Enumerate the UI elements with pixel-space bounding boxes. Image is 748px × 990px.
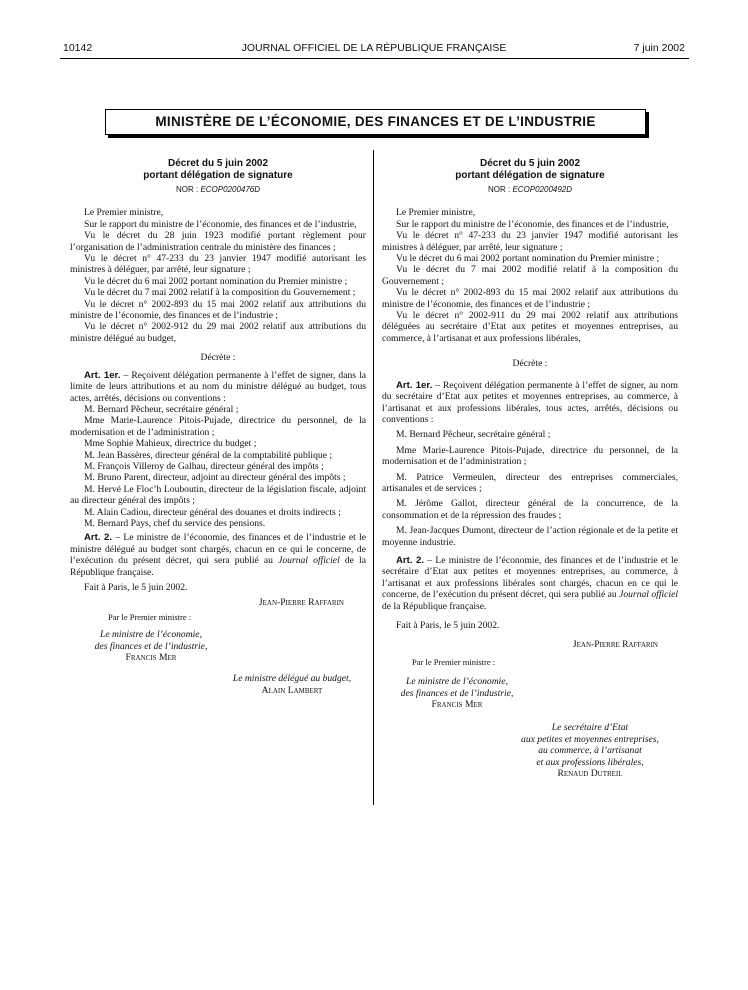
paragraph: Vu le décret n° 2002-912 du 29 mai 2002 relatif aux attributions du ministre délégué au budget, bbox=[70, 321, 366, 344]
nor-reference: NOR : ECOP0200492D bbox=[487, 185, 573, 194]
paragraph: Le Premier ministre, bbox=[396, 207, 476, 219]
list-item: M. Bernard Pêcheur, secrétaire général ; bbox=[84, 403, 239, 415]
pm-signature: Jean-Pierre Raffarin bbox=[572, 639, 658, 651]
list-item: M. Bernard Pêcheur, secrétaire général ; bbox=[396, 429, 551, 441]
page-number: 10142 bbox=[63, 42, 93, 54]
list-item: M. Bruno Parent, directeur, adjoint au directeur général des impôts ; bbox=[84, 472, 346, 484]
article-1: Art. 1er. – Reçoivent délégation permanente à l’effet de signer, au nom du secrétaire d’Etat aux petites et moyennes entreprises, au commerce, à l’artisanat et aux professions libérales, tous actes, arrêtés, décisions ou conventions : bbox=[382, 379, 678, 425]
list-item: M. Jean Bassères, directeur général de la comptabilité publique ; bbox=[84, 449, 333, 461]
decree-subtitle: portant délégation de signature bbox=[143, 169, 293, 181]
list-item: M. Alain Cadiou, directeur général des douanes et droits indirects ; bbox=[84, 506, 341, 518]
nor-reference: NOR : ECOP0200476D bbox=[175, 185, 261, 194]
decree-title: Décret du 5 juin 2002 bbox=[479, 158, 581, 169]
paragraph: Sur le rapport du ministre de l’économie, des finances et de l’industrie, bbox=[396, 218, 669, 230]
minister-signature-block: Le ministre de l’économie, des finances et de l’industrie, Francis Mer bbox=[94, 629, 208, 664]
list-item: M. Hervé Le Floc’h Louboutin, directeur de la législation fiscale, adjoint au directeur général des impôts ; bbox=[70, 483, 366, 507]
secretary-signature-block: Le secrétaire d’Etat aux petites et moyennes entreprises, au commerce, à l’artisanat et aux professions libérales, Renaud Dutreil bbox=[521, 722, 659, 780]
issue-date: 7 juin 2002 bbox=[633, 42, 685, 54]
decree-right bbox=[382, 158, 678, 779]
paragraph: Vu le décret du 6 mai 2002 portant nomination du Premier ministre ; bbox=[396, 253, 660, 265]
journal-title: JOURNAL OFFICIEL DE LA RÉPUBLIQUE FRANÇAISE bbox=[241, 42, 507, 54]
signing-place-date: Fait à Paris, le 5 juin 2002. bbox=[396, 620, 500, 631]
running-header bbox=[0, 42, 748, 56]
pm-signature: Jean-Pierre Raffarin bbox=[258, 597, 344, 609]
header-rule bbox=[60, 58, 689, 59]
paragraph: Vu le décret n° 2002-911 du 29 mai 2002 relatif aux attributions déléguées au secrétaire d’Etat aux petites et moyennes entreprises, au commerce, à l’artisanat et aux professions libérales, bbox=[382, 310, 678, 344]
par-premier-ministre: Par le Premier ministre : bbox=[108, 611, 192, 622]
paragraph: Vu le décret n° 2002-893 du 15 mai 2002 relatif aux attributions du ministre de l’économie, des finances et de l’industrie ; bbox=[70, 298, 366, 322]
article-2: Art. 2. – Le ministre de l’économie, des finances et de l’industrie et le secrétaire d’Etat aux petites et moyennes entreprises, au commerce, à l’artisanat et aux professions libérales sont chargés, chacun en ce qui le concerne, de l’exécution du présent décret, qui sera publié au Journal officiel de la République française. bbox=[382, 554, 678, 612]
decree-subtitle: portant délégation de signature bbox=[455, 169, 605, 181]
list-item: M. François Villeroy de Galhau, directeur général des impôts ; bbox=[84, 460, 324, 472]
budget-minister-signature-block: Le ministre délégué au budget, Alain Lambert bbox=[232, 673, 352, 696]
article-1: Art. 1er. – Reçoivent délégation permanente à l’effet de signer, dans la limite de leurs attributions et au nom du ministre délégué au budget, tous actes, arrêtés, décisions ou conventions : bbox=[70, 369, 367, 404]
minister-signature-block: Le ministre de l’économie, des finances et de l’industrie, Francis Mer bbox=[400, 676, 514, 711]
paragraph: Vu le décret du 7 mai 2002 modifié relatif à la composition du Gouvernement ; bbox=[382, 264, 678, 287]
decrete-heading: Décrète : bbox=[200, 352, 236, 364]
par-premier-ministre: Par le Premier ministre : bbox=[412, 656, 496, 667]
list-item: Mme Marie-Laurence Pitois-Pujade, directrice du personnel, de la modernisation et de l’administration ; bbox=[382, 444, 678, 468]
list-item: M. Jean-Jacques Dumont, directeur de l’action régionale et de la petite et moyenne industrie. bbox=[382, 525, 678, 548]
paragraph: Vu le décret du 28 juin 1923 modifié portant règlement pour l’organisation de l’administration centrale du ministère des finances ; bbox=[70, 230, 366, 253]
list-item: M. Jérôme Gallot, directeur général de la concurrence, de la consommation et de la répression des fraudes ; bbox=[382, 498, 678, 521]
list-item: Mme Sophie Mahieux, directrice du budget ; bbox=[84, 438, 257, 450]
decree-left bbox=[70, 158, 366, 696]
paragraph: Vu le décret du 7 mai 2002 relatif à la composition du Gouvernement ; bbox=[84, 287, 356, 299]
paragraph: Vu le décret n° 47-233 du 23 janvier 1947 modifié autorisant les ministres à déléguer, par arrêté, leur signature ; bbox=[382, 230, 678, 253]
decree-title: Décret du 5 juin 2002 bbox=[167, 158, 269, 169]
article-2: Art. 2. – Le ministre de l’économie, des finances et de l’industrie et le ministre délégué au budget sont chargés, chacun en ce qui le concerne, de l’exécution du présent décret, qui sera publié au Journal officiel de la République française. bbox=[70, 532, 366, 578]
paragraph: Vu le décret n° 47-233 du 23 janvier 1947 modifié autorisant les ministres à déléguer, par arrêté, leur signature ; bbox=[70, 253, 366, 276]
ministry-title: MINISTÈRE DE L’ÉCONOMIE, DES FINANCES ET DE L’INDUSTRIE bbox=[105, 109, 646, 135]
column-divider bbox=[373, 150, 374, 805]
list-item: M. Patrice Vermeulen, directeur des entreprises commerciales, artisanales et de services ; bbox=[382, 471, 678, 494]
decrete-heading: Décrète : bbox=[512, 358, 548, 370]
signing-place-date: Fait à Paris, le 5 juin 2002. bbox=[84, 582, 188, 593]
paragraph: Le Premier ministre, bbox=[84, 207, 164, 219]
paragraph: Vu le décret n° 2002-893 du 15 mai 2002 relatif aux attributions du ministre de l’économie, des finances et de l’industrie ; bbox=[382, 287, 678, 310]
paragraph: Sur le rapport du ministre de l’économie, des finances et de l’industrie, bbox=[84, 218, 357, 230]
paragraph: Vu le décret du 6 mai 2002 portant nomination du Premier ministre ; bbox=[84, 275, 348, 287]
list-item: M. Bernard Pays, chef du service des pensions. bbox=[84, 517, 266, 529]
list-item: Mme Marie-Laurence Pitois-Pujade, directrice du personnel, de la modernisation et de l’administration ; bbox=[70, 415, 366, 438]
